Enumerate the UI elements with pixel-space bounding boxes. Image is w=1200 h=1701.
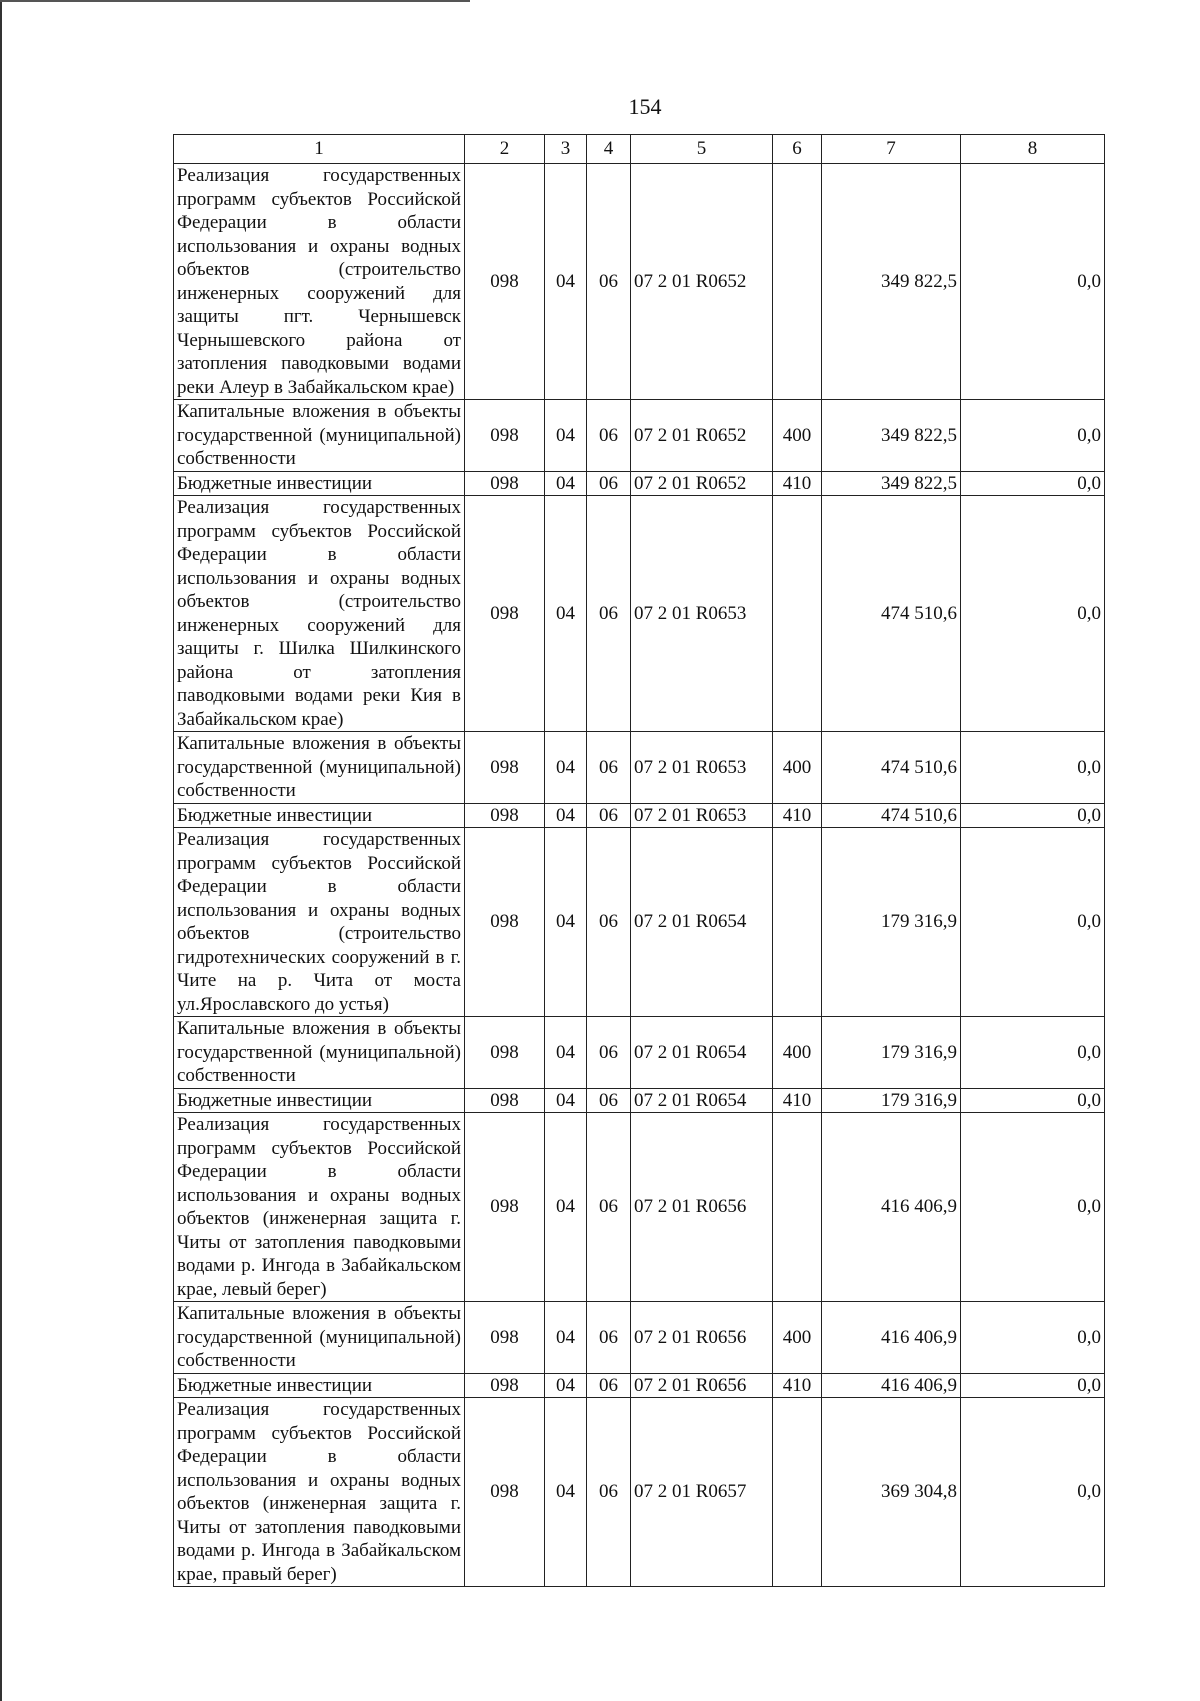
column-header: 4 (587, 135, 631, 164)
target-article-cell: 07 2 01 R0656 (631, 1302, 773, 1374)
target-article-cell: 07 2 01 R0657 (631, 1398, 773, 1587)
subsection-cell: 06 (587, 496, 631, 732)
column-header: 6 (773, 135, 822, 164)
target-article-cell: 07 2 01 R0653 (631, 496, 773, 732)
ministry-code-cell: 098 (465, 164, 545, 400)
description-cell: Реализация государственных программ субъектов Российской Федерации в области использования и охраны водных объектов (строительство инженерных сооружений для защиты г. Шилка Шилкинского района от затопления паводковыми водами реки Кия в Забайкальском крае) (174, 496, 465, 732)
section-cell: 04 (545, 471, 587, 496)
subsection-cell: 06 (587, 400, 631, 472)
subsection-cell: 06 (587, 1398, 631, 1587)
expense-type-cell: 410 (773, 1088, 822, 1113)
expense-type-cell (773, 496, 822, 732)
description-cell: Реализация государственных программ субъектов Российской Федерации в области использования и охраны водных объектов (инженерная защита г. Читы от затопления паводковыми водами р. Ингода в Забайкальском крае, правый берег) (174, 1398, 465, 1587)
target-article-cell: 07 2 01 R0652 (631, 471, 773, 496)
target-article-cell: 07 2 01 R0654 (631, 828, 773, 1017)
table-row (174, 1088, 1105, 1113)
ministry-code-cell: 098 (465, 1088, 545, 1113)
description-cell: Реализация государственных программ субъектов Российской Федерации в области использования и охраны водных объектов (строительство инженерных сооружений для защиты пгт. Чернышевск Чернышевского района от затопления паводковыми водами реки Алеур в Забайкальском крае) (174, 164, 465, 400)
section-cell: 04 (545, 1113, 587, 1302)
target-article-cell: 07 2 01 R0653 (631, 803, 773, 828)
expense-type-cell (773, 828, 822, 1017)
amount-cell: 474 510,6 (822, 732, 961, 804)
section-cell: 04 (545, 732, 587, 804)
description-cell: Реализация государственных программ субъектов Российской Федерации в области использования и охраны водных объектов (инженерная защита г. Читы от затопления паводковыми водами р. Ингода в Забайкальском крае, левый берег) (174, 1113, 465, 1302)
section-cell: 04 (545, 1373, 587, 1398)
section-cell: 04 (545, 400, 587, 472)
budget-table (173, 134, 1105, 1587)
target-article-cell: 07 2 01 R0654 (631, 1017, 773, 1089)
amount-next-cell: 0,0 (961, 471, 1105, 496)
amount-next-cell: 0,0 (961, 803, 1105, 828)
subsection-cell: 06 (587, 1373, 631, 1398)
expense-type-cell (773, 1113, 822, 1302)
amount-next-cell: 0,0 (961, 1088, 1105, 1113)
table-header-row (174, 135, 1105, 164)
subsection-cell: 06 (587, 1088, 631, 1113)
section-cell: 04 (545, 164, 587, 400)
table-row (174, 1302, 1105, 1374)
expense-type-cell: 410 (773, 803, 822, 828)
amount-next-cell: 0,0 (961, 164, 1105, 400)
subsection-cell: 06 (587, 164, 631, 400)
amount-next-cell: 0,0 (961, 400, 1105, 472)
expense-type-cell: 410 (773, 1373, 822, 1398)
subsection-cell: 06 (587, 803, 631, 828)
subsection-cell: 06 (587, 471, 631, 496)
ministry-code-cell: 098 (465, 1302, 545, 1374)
expense-type-cell: 400 (773, 400, 822, 472)
column-header: 7 (822, 135, 961, 164)
table-row (174, 1113, 1105, 1302)
description-cell: Бюджетные инвестиции (174, 471, 465, 496)
section-cell: 04 (545, 1398, 587, 1587)
subsection-cell: 06 (587, 1017, 631, 1089)
amount-cell: 416 406,9 (822, 1113, 961, 1302)
expense-type-cell (773, 1398, 822, 1587)
amount-cell: 349 822,5 (822, 164, 961, 400)
amount-next-cell: 0,0 (961, 1113, 1105, 1302)
column-header: 2 (465, 135, 545, 164)
amount-cell: 349 822,5 (822, 400, 961, 472)
table-row (174, 803, 1105, 828)
description-cell: Бюджетные инвестиции (174, 803, 465, 828)
amount-next-cell: 0,0 (961, 1302, 1105, 1374)
table-row (174, 496, 1105, 732)
table-row (174, 732, 1105, 804)
subsection-cell: 06 (587, 1113, 631, 1302)
column-header: 8 (961, 135, 1105, 164)
expense-type-cell: 400 (773, 1017, 822, 1089)
table-row (174, 400, 1105, 472)
amount-cell: 179 316,9 (822, 1088, 961, 1113)
amount-cell: 474 510,6 (822, 803, 961, 828)
column-header: 1 (174, 135, 465, 164)
section-cell: 04 (545, 828, 587, 1017)
amount-next-cell: 0,0 (961, 828, 1105, 1017)
ministry-code-cell: 098 (465, 496, 545, 732)
table-row (174, 828, 1105, 1017)
expense-type-cell: 410 (773, 471, 822, 496)
amount-cell: 416 406,9 (822, 1373, 961, 1398)
table-row (174, 164, 1105, 400)
section-cell: 04 (545, 1017, 587, 1089)
amount-cell: 349 822,5 (822, 471, 961, 496)
description-cell: Бюджетные инвестиции (174, 1373, 465, 1398)
expense-type-cell: 400 (773, 732, 822, 804)
description-cell: Капитальные вложения в объекты государственной (муниципальной) собственности (174, 732, 465, 804)
target-article-cell: 07 2 01 R0656 (631, 1113, 773, 1302)
ministry-code-cell: 098 (465, 1398, 545, 1587)
amount-next-cell: 0,0 (961, 1398, 1105, 1587)
amount-cell: 179 316,9 (822, 1017, 961, 1089)
ministry-code-cell: 098 (465, 1017, 545, 1089)
amount-next-cell: 0,0 (961, 732, 1105, 804)
scan-edge-left (0, 0, 2, 1701)
table-row (174, 1398, 1105, 1587)
scan-edge-top (0, 0, 470, 2)
subsection-cell: 06 (587, 828, 631, 1017)
column-header: 5 (631, 135, 773, 164)
section-cell: 04 (545, 803, 587, 828)
amount-cell: 474 510,6 (822, 496, 961, 732)
description-cell: Капитальные вложения в объекты государственной (муниципальной) собственности (174, 400, 465, 472)
page-number: 154 (628, 94, 662, 119)
ministry-code-cell: 098 (465, 471, 545, 496)
subsection-cell: 06 (587, 1302, 631, 1374)
description-cell: Реализация государственных программ субъектов Российской Федерации в области использования и охраны водных объектов (строительство гидротехнических сооружений в г. Чите на р. Чита от моста ул.Ярославского до устья) (174, 828, 465, 1017)
target-article-cell: 07 2 01 R0656 (631, 1373, 773, 1398)
target-article-cell: 07 2 01 R0653 (631, 732, 773, 804)
subsection-cell: 06 (587, 732, 631, 804)
amount-next-cell: 0,0 (961, 1373, 1105, 1398)
expense-type-cell: 400 (773, 1302, 822, 1374)
table-row (174, 471, 1105, 496)
section-cell: 04 (545, 496, 587, 732)
ministry-code-cell: 098 (465, 400, 545, 472)
section-cell: 04 (545, 1088, 587, 1113)
amount-cell: 369 304,8 (822, 1398, 961, 1587)
description-cell: Капитальные вложения в объекты государственной (муниципальной) собственности (174, 1302, 465, 1374)
amount-cell: 179 316,9 (822, 828, 961, 1017)
amount-cell: 416 406,9 (822, 1302, 961, 1374)
table-row (174, 1373, 1105, 1398)
ministry-code-cell: 098 (465, 1113, 545, 1302)
table-row (174, 1017, 1105, 1089)
ministry-code-cell: 098 (465, 732, 545, 804)
amount-next-cell: 0,0 (961, 1017, 1105, 1089)
description-cell: Капитальные вложения в объекты государственной (муниципальной) собственности (174, 1017, 465, 1089)
section-cell: 04 (545, 1302, 587, 1374)
ministry-code-cell: 098 (465, 1373, 545, 1398)
target-article-cell: 07 2 01 R0652 (631, 400, 773, 472)
amount-next-cell: 0,0 (961, 496, 1105, 732)
table-body (174, 164, 1105, 1587)
ministry-code-cell: 098 (465, 828, 545, 1017)
target-article-cell: 07 2 01 R0654 (631, 1088, 773, 1113)
ministry-code-cell: 098 (465, 803, 545, 828)
target-article-cell: 07 2 01 R0652 (631, 164, 773, 400)
description-cell: Бюджетные инвестиции (174, 1088, 465, 1113)
column-header: 3 (545, 135, 587, 164)
expense-type-cell (773, 164, 822, 400)
